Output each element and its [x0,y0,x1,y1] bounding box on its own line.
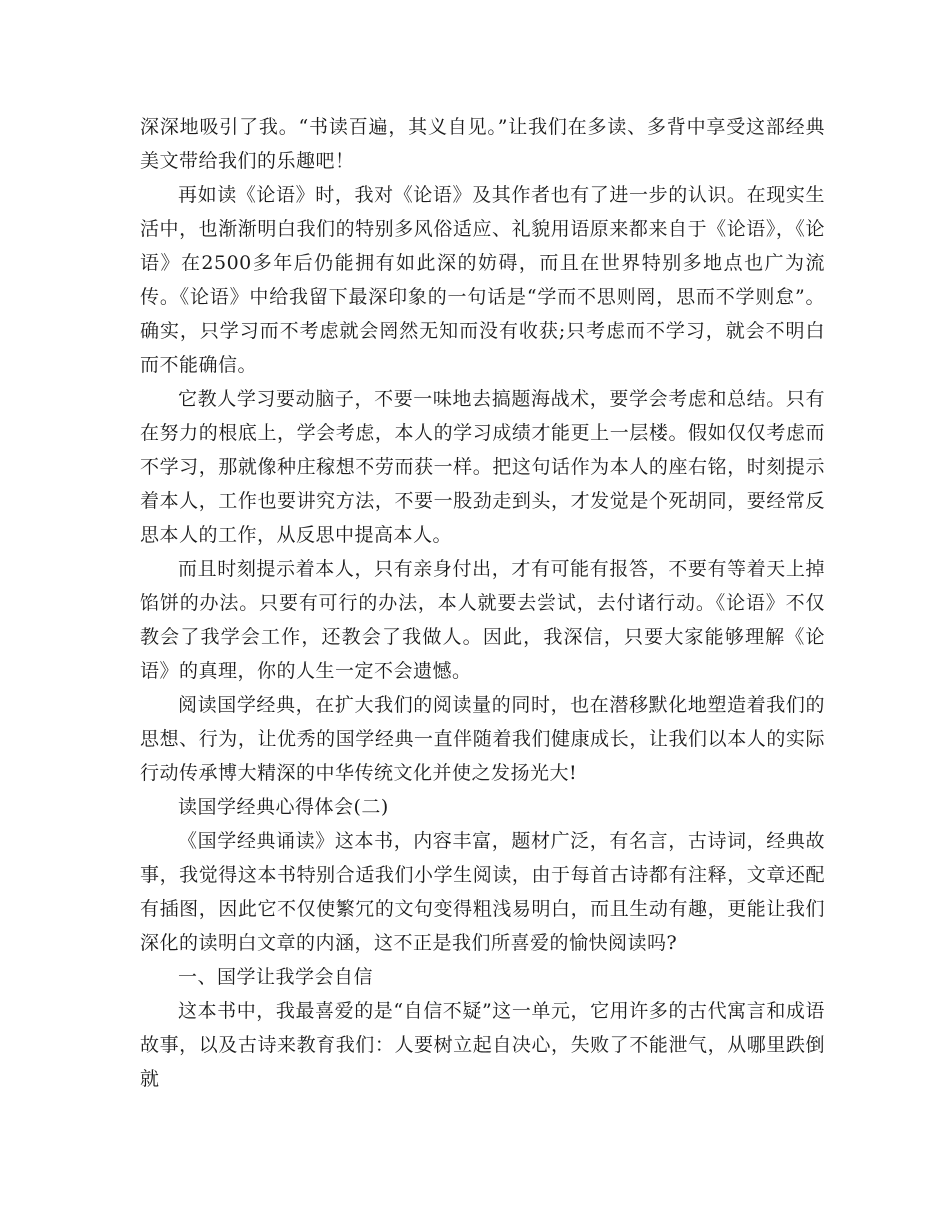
paragraph-2: 再如读《论语》时，我对《论语》及其作者也有了进一步的认识。在现实生活中，也渐渐明白我们的特别多风俗适应、礼貌用语原来都来自于《论语》，《论语》在2500多年后仍能拥有如此深的妨碍，而且在世界特别多地点也广为流传。《论语》中给我留下最深印象的一句话是“学而不思则罔，思而不学则怠”。确实，只学习而不考虑就会罔然无知而没有收获;只考虑而不学习，就会不明白而不能确信。 [140,184,825,376]
paragraph-4: 而且时刻提示着本人，只有亲身付出，才有可能有报答，不要有等着天上掉馅饼的办法。只要有可行的办法，本人就要去尝试，去付诸行动。《论语》不仅教会了我学会工作，还教会了我做人。因此，我深信，只要大家能够理解《论语》的真理，你的人生一定不会遗憾。 [140,558,825,682]
document-page [140,110,825,1096]
paragraph-7: 这本书中，我最喜爱的是“自信不疑”这一单元，它用许多的古代寓言和成语故事，以及古诗来教育我们：人要树立起自决心，失败了不能泄气，从哪里跌倒就 [140,1000,825,1090]
paragraph-3: 它教人学习要动脑子，不要一味地去搞题海战术，要学会考虑和总结。只有在努力的根底上，学会考虑，本人的学习成绩才能更上一层楼。假如仅仅考虑而不学习，那就像种庄稼想不劳而获一样。把这句话作为本人的座右铭，时刻提示着本人，工作也要讲究方法，不要一股劲走到头，才发觉是个死胡同，要经常反思本人的工作，从反思中提高本人。 [140,388,825,546]
paragraph-1: 深深地吸引了我。“书读百遍，其义自见。”让我们在多读、多背中享受这部经典美文带给我们的乐趣吧！ [140,116,825,172]
paragraph-5: 阅读国学经典，在扩大我们的阅读量的同时，也在潜移默化地塑造着我们的思想、行为，让优秀的国学经典一直伴随着我们健康成长，让我们以本人的实际行动传承博大精深的中华传统文化并使之发扬光大! [140,694,825,784]
paragraph-6: 《国学经典诵读》这本书，内容丰富，题材广泛，有名言，古诗词，经典故事，我觉得这本书特别合适我们小学生阅读，由于每首古诗都有注释，文章还配有插图，因此它不仅使繁冗的文句变得粗浅易明白，而且生动有趣，更能让我们深化的读明白文章的内涵，这不正是我们所喜爱的愉快阅读吗? [140,830,825,954]
section-heading-2: 读国学经典心得体会(二) [178,796,389,818]
subheading-1: 一、国学让我学会自信 [178,966,374,988]
